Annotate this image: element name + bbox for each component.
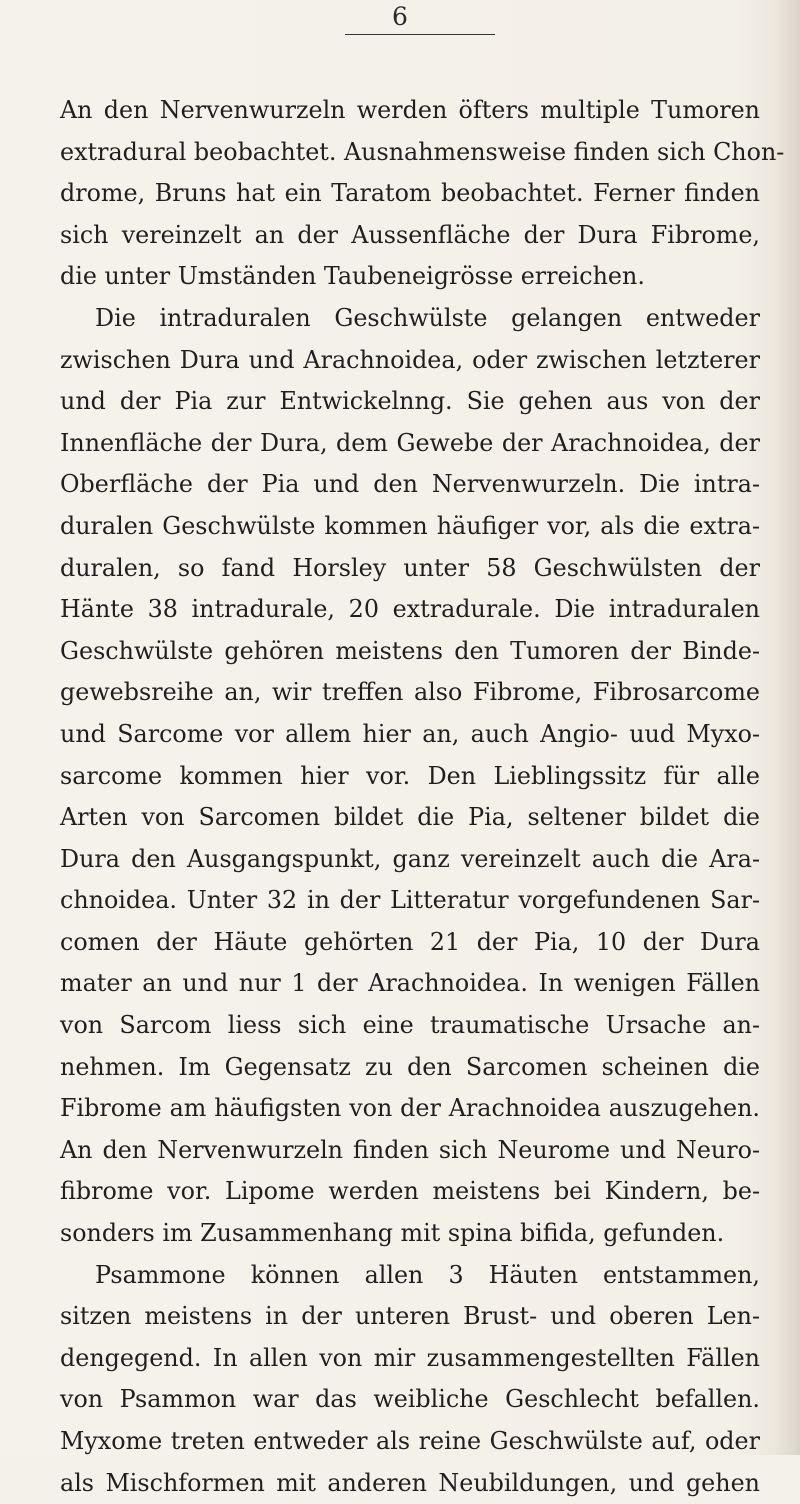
text-line: duralen Geschwülste kommen häufiger vor, als die extra- [60,511,760,540]
text-line: nehmen. Im Gegensatz zu den Sarcomen scheinen die [60,1052,760,1081]
text-line: Oberfläche der Pia und den Nervenwurzeln. Die intra- [60,470,760,499]
text-line: Myxome treten entweder als reine Geschwülste auf, oder [60,1427,760,1455]
text-line: drome, Bruns hat ein Taratom beobachtet. Ferner finden [60,179,760,208]
text-line: An den Nervenwurzeln finden sich Neurome und Neuro- [60,1135,760,1164]
text-line: dengegend. In allen von mir zusammengestellten Fällen [60,1343,760,1372]
text-line: Psammone können allen 3 Häuten entstammen, [95,1260,760,1289]
text-line: sich vereinzelt an der Aussenfläche der Dura Fibrome, [60,220,760,249]
text-line: Fibrome am häufigsten von der Arachnoidea auszugehen. [60,1094,760,1123]
text-line: Dura den Ausgangspunkt, ganz vereinzelt auch die Ara- [60,844,760,873]
text-line: duralen, so fand Horsley unter 58 Geschwülsten der [60,553,760,582]
text-line: Die intraduralen Geschwülste gelangen entweder [95,303,760,332]
text-line: Innenfläche der Dura, dem Gewebe der Arachnoidea, der [60,428,760,457]
text-line: An den Nervenwurzeln werden öfters multiple Tumoren [60,96,760,124]
body-text [60,90,785,1504]
text-line: sonders im Zusammenhang mit spina bifida, gefunden. [60,1219,725,1248]
text-line: Hänte 38 intradurale, 20 extradurale. Die intraduralen [60,595,760,624]
text-line: sitzen meistens in der unteren Brust- und oberen Len- [60,1302,760,1331]
text-line: fibrome vor. Lipome werden meistens bei Kindern, be- [60,1177,760,1206]
text-line: mater an und nur 1 der Arachnoidea. In wenigen Fällen [60,969,760,998]
text-line: Arten von Sarcomen bildet die Pia, seltener bildet die [60,803,760,832]
text-line: zwischen Dura und Arachnoidea, oder zwischen letzterer [60,345,760,374]
text-line: chnoidea. Unter 32 in der Litteratur vorgefundenen Sar- [60,886,760,915]
page-number: 6 [392,2,408,31]
text-line: und Sarcome vor allem hier an, auch Angio- uud Myxo- [60,719,760,748]
text-line: extradural beobachtet. Ausnahmensweise finden sich Chon- [60,137,785,166]
text-line: die unter Umständen Taubeneigrösse erreichen. [60,262,645,291]
text-line: und der Pia zur Entwickelnng. Sie gehen aus von der [60,387,760,416]
text-line: als Mischformen mit anderen Neubildungen, und gehen [60,1468,760,1497]
text-line: sarcome kommen hier vor. Den Lieblingssitz für alle [60,761,760,790]
text-line: von Sarcom liess sich eine traumatische Ursache an- [60,1011,760,1040]
text-line: gewebsreihe an, wir treffen also Fibrome, Fibrosarcome [60,678,760,707]
text-line: comen der Häute gehörten 21 der Pia, 10 der Dura [60,927,760,956]
text-line: Geschwülste gehören meistens den Tumoren der Binde- [60,636,760,665]
text-line: von Psammon war das weibliche Geschlecht befallen. [60,1385,760,1414]
header-rule [345,34,495,35]
